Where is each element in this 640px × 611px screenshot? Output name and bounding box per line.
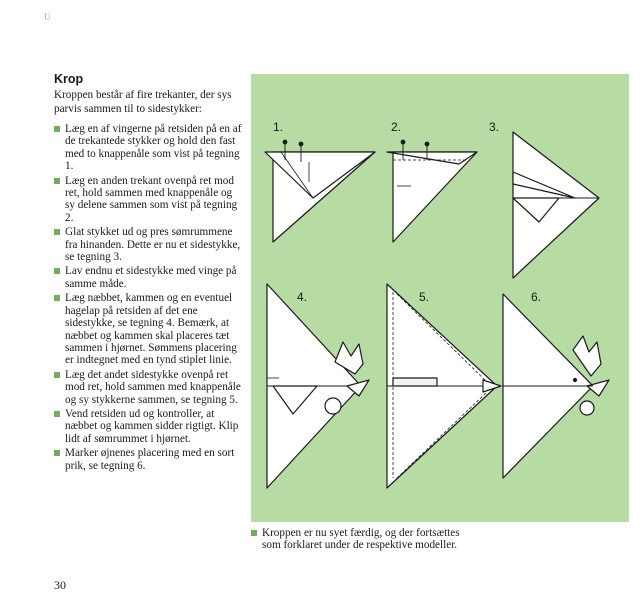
figure-4-drawing [267,284,369,488]
figure-caption: Kroppen er nu syet færdig, og der fortsættes som forklaret under de respektive modeller. [251,527,462,552]
figure-4-label: 4. [297,290,308,304]
figure-1-drawing [265,140,375,242]
step-item: Glat stykket ud og pres sømrummene fra hinanden. Dette er nu et sidestykke, se tegning 3. [54,226,244,263]
figure-1-label: 1. [273,120,284,134]
step-item: Læg en af vingerne på retsiden på en af de trekantede stykker og hold den fast med to knappenåle som vist på tegning 1. [54,123,244,173]
figure-6-label: 6. [531,290,542,304]
instructions-column [54,72,244,474]
figure-3-drawing [513,132,599,278]
corner-mark: Ʋ [44,12,51,22]
step-item: Læg næbbet, kammen og en eventuel hagelap på retsiden af det ene sidestykke, se tegning 4. Bemærk, at næbbet og kammen skal placeres tæt sammen i hjørnet. Sømmens placering er indtegnet med en tynd stiplet linie. [54,292,244,366]
figure-5-drawing [387,284,501,488]
step-item: Vend retsiden ud og kontroller, at næbbet og kammen sidder rigtigt. Klip lidt af sømrummet i hjørnet. [54,408,244,445]
figure-3-label: 3. [489,120,500,134]
figure-2-label: 2. [391,120,402,134]
illustration-panel [251,74,629,522]
figure-2-drawing [387,140,477,242]
step-item: Læg det andet sidestykke ovenpå ret mod ret, hold sammen med knappenåle og sy stykkerne sammen, se tegning 5. [54,369,244,406]
page-number: 30 [54,578,66,592]
step-item: Lav endnu et sidestykke med vinge på samme måde. [54,265,244,290]
step-item: Marker øjnenes placering med en sort prik, se tegning 6. [54,447,244,472]
figure-6-drawing [503,294,609,478]
intro-text: Kroppen består af fire trekanter, der sys parvis sammen til to sidestykker: [54,89,232,115]
figure-5-label: 5. [419,290,430,304]
section-heading: Krop [54,72,84,86]
steps-list [54,123,244,472]
sewing-diagrams [251,74,629,522]
step-item: Læg en anden trekant ovenpå ret mod ret, hold sammen med knappenåle og sy delene sammen som vist på tegning 2. [54,175,244,225]
